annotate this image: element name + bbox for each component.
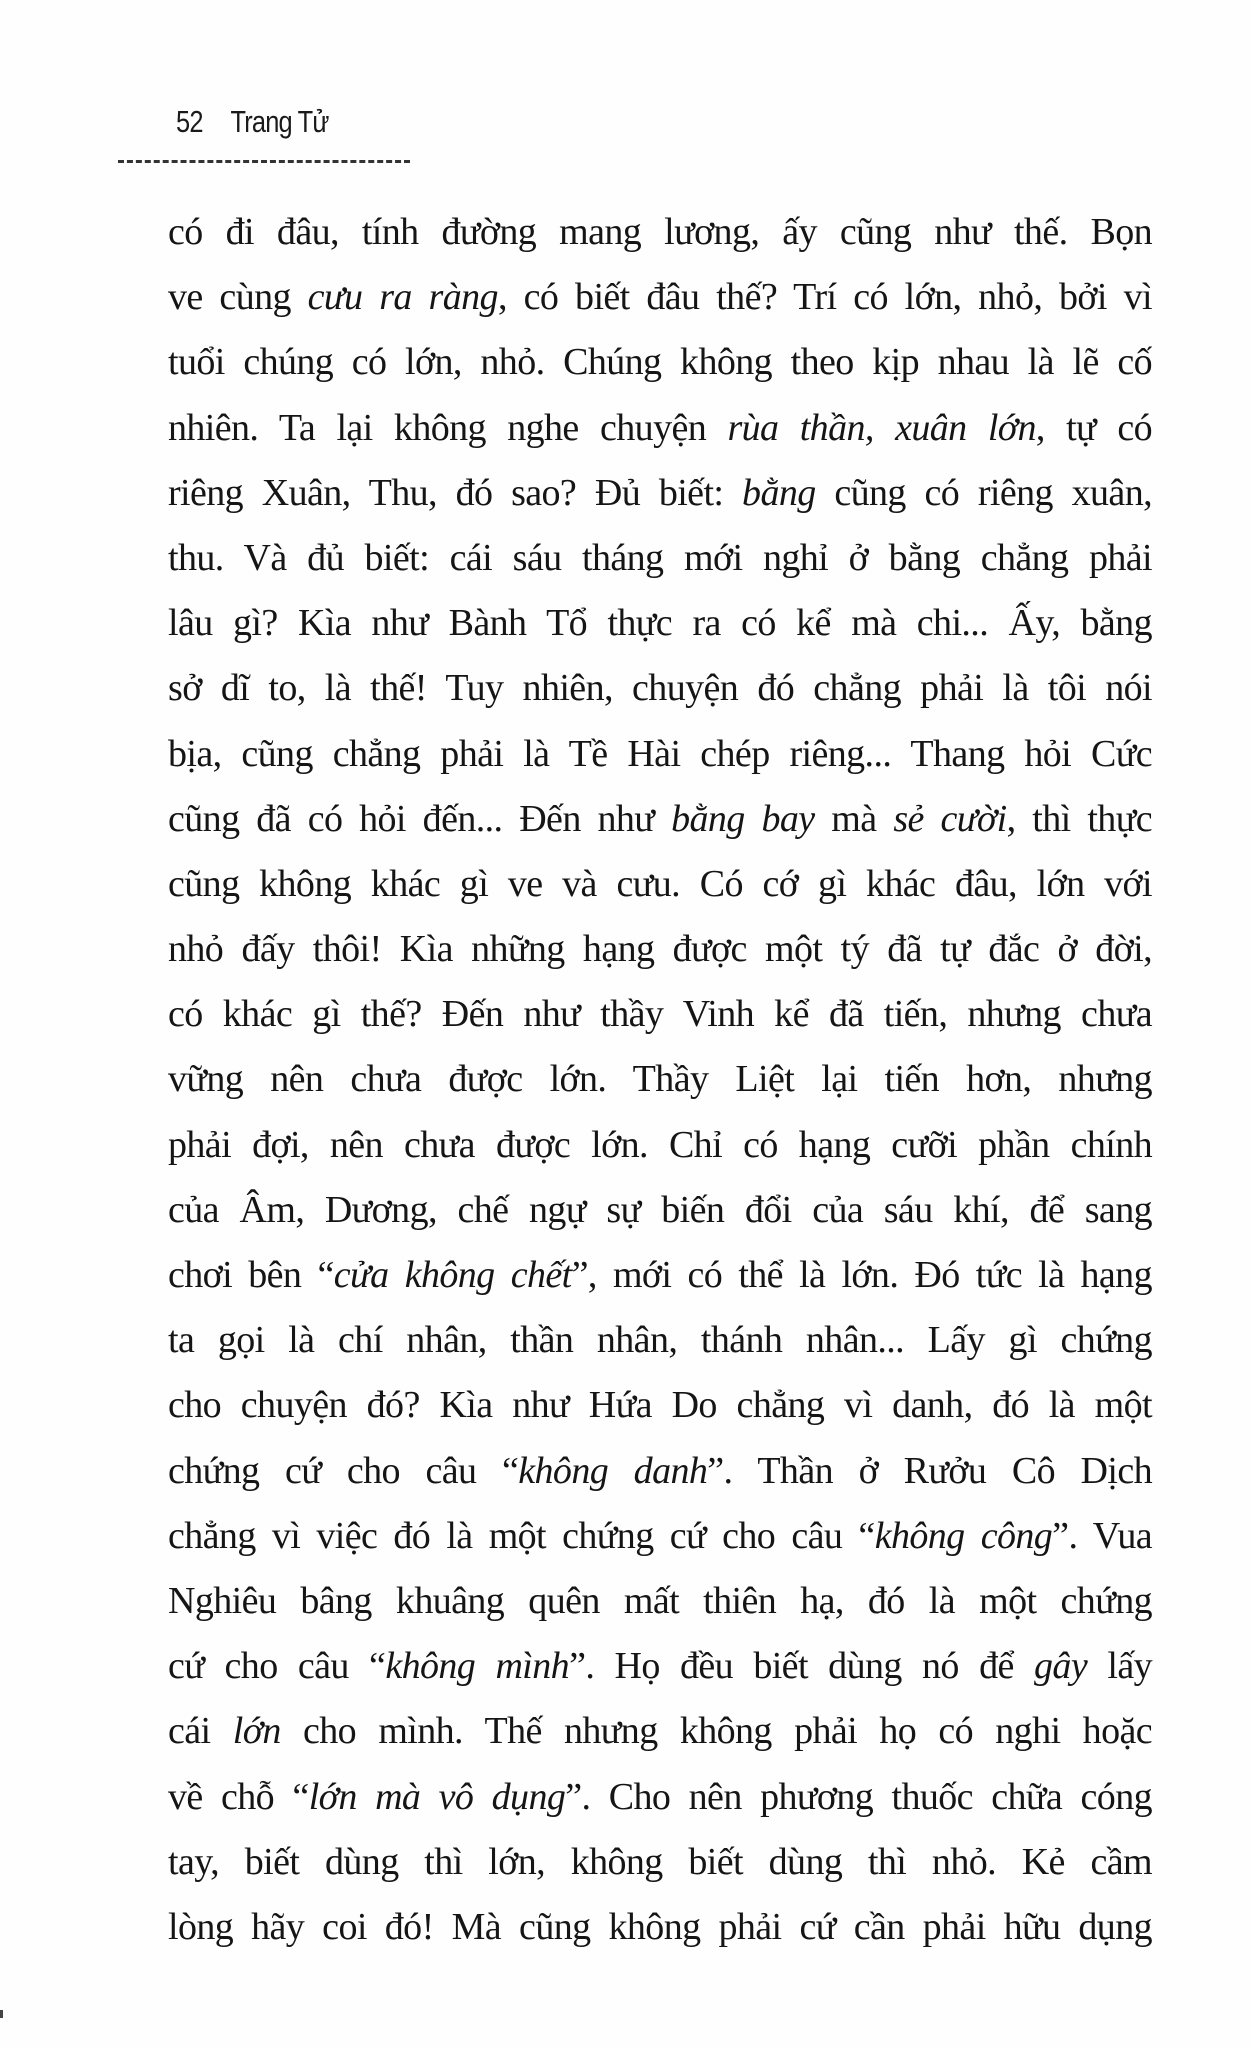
text-run: Nghiêu bâng khuâng quên mất thiên hạ, đó là một chứng	[168, 1579, 1152, 1622]
text-line	[168, 526, 1152, 591]
text-line	[168, 787, 1152, 852]
running-title: Trang Tử	[230, 104, 329, 139]
text-run: cho mình. Thế nhưng không phải họ có nghi hoặc	[280, 1710, 1152, 1753]
text-run: riêng Xuân, Thu, đó sao? Đủ biết:	[168, 471, 743, 514]
text-run: ve cùng	[168, 276, 308, 319]
text-line	[168, 1504, 1152, 1569]
text-run: cũng đã có hỏi đến... Đến như	[168, 797, 672, 840]
text-line	[168, 1113, 1152, 1178]
text-run: có đi đâu, tính đường mang lương, ấy cũng như thế. Bọn	[168, 211, 1152, 253]
text-run: ”. Cho nên phương thuốc chữa cóng	[565, 1775, 1152, 1818]
text-run: ta gọi là chí nhân, thần nhân, thánh nhân... Lấy gì chứng	[168, 1319, 1152, 1362]
text-line	[168, 1830, 1152, 1895]
text-run: chứng cứ cho câu “	[168, 1449, 519, 1492]
text-line	[168, 1178, 1152, 1243]
text-run: mà	[814, 797, 894, 840]
text-line	[168, 1439, 1152, 1504]
text-run: chẳng vì việc đó là một chứng cứ cho câu “	[168, 1514, 875, 1557]
body-text	[168, 200, 1152, 1960]
italic-term: cưu ra ràng	[307, 276, 498, 319]
text-run: bịa, cũng chẳng phải là Tề Hài chép riêng... Thang hỏi Cức	[168, 732, 1152, 775]
text-line	[168, 265, 1152, 330]
text-run: , tự có	[1035, 406, 1153, 449]
text-run: tay, biết dùng thì lớn, không biết dùng thì nhỏ. Kẻ cầm	[168, 1840, 1152, 1883]
text-line	[168, 1765, 1152, 1830]
text-line	[168, 722, 1152, 787]
text-run: có khác gì thế? Đến như thầy Vinh kể đã tiến, nhưng chưa	[168, 993, 1152, 1036]
text-run: cho chuyện đó? Kìa như Hứa Do chẳng vì danh, đó là một	[168, 1384, 1152, 1427]
text-run: ”. Họ đều biết dùng nó để	[569, 1645, 1035, 1688]
running-header	[176, 104, 329, 140]
text-run: ”. Vua	[1052, 1514, 1153, 1557]
text-run: lấy	[1087, 1645, 1152, 1688]
italic-term: lớn	[232, 1710, 281, 1753]
text-line	[168, 852, 1152, 917]
text-run: ”. Thần ở Rưởu Cô Dịch	[707, 1449, 1152, 1492]
text-line	[168, 1373, 1152, 1438]
text-line	[168, 1243, 1152, 1308]
text-line	[168, 591, 1152, 656]
text-line	[168, 396, 1152, 461]
text-line	[168, 917, 1152, 982]
text-run: lâu gì? Kìa như Bành Tổ thực ra có kể mà chi... Ấy, bằng	[168, 602, 1152, 645]
text-run: về chỗ “	[168, 1775, 309, 1818]
text-run: nhỏ đấy thôi! Kìa những hạng được một tý đã tự đắc ở đời,	[168, 928, 1152, 971]
text-run: cũng không khác gì ve và cưu. Có cớ gì khác đâu, lớn với	[168, 862, 1152, 905]
text-line	[168, 982, 1152, 1047]
page-edge-mark	[0, 2010, 3, 2018]
italic-term: không công	[874, 1514, 1053, 1557]
italic-term: không danh	[518, 1449, 708, 1492]
text-line	[168, 1895, 1152, 1960]
italic-term: bằng	[742, 471, 816, 514]
italic-term: sẻ cười	[893, 797, 1007, 840]
text-line	[168, 656, 1152, 721]
text-run: , có biết đâu thế? Trí có lớn, nhỏ, bởi vì	[497, 276, 1152, 319]
text-run: cái	[168, 1710, 233, 1753]
text-line	[168, 330, 1152, 395]
text-run: cũng có riêng xuân,	[815, 471, 1152, 514]
text-line	[168, 1699, 1152, 1764]
text-run: thu. Và đủ biết: cái sáu tháng mới nghỉ ở bằng chẳng phải	[168, 536, 1152, 579]
header-dashed-rule	[118, 160, 410, 163]
text-run: ”, mới có thể là lớn. Đó tức là hạng	[571, 1254, 1152, 1296]
italic-term: gây	[1034, 1645, 1088, 1688]
text-line	[168, 461, 1152, 526]
text-run: sở dĩ to, là thế! Tuy nhiên, chuyện đó chẳng phải là tôi nói	[168, 667, 1152, 710]
text-run: vững nên chưa được lớn. Thầy Liệt lại tiến hơn, nhưng	[168, 1058, 1152, 1101]
text-line	[168, 200, 1152, 265]
text-line	[168, 1569, 1152, 1634]
text-line	[168, 1634, 1152, 1699]
text-run: chơi bên “	[168, 1254, 334, 1296]
text-run: , thì thực	[1006, 797, 1152, 840]
italic-term: cửa không chết	[333, 1254, 572, 1296]
italic-term: không mình	[385, 1645, 570, 1688]
text-line	[168, 1308, 1152, 1373]
italic-term: bằng bay	[671, 797, 815, 840]
text-run: phải đợi, nên chưa được lớn. Chỉ có hạng cưỡi phần chính	[168, 1123, 1152, 1166]
text-line	[168, 1047, 1152, 1112]
text-run: tuổi chúng có lớn, nhỏ. Chúng không theo kịp nhau là lẽ cố	[168, 341, 1152, 384]
italic-term: lớn mà vô dụng	[308, 1775, 566, 1818]
text-run: lòng hãy coi đó! Mà cũng không phải cứ cần phải hữu dụng	[168, 1905, 1152, 1948]
text-run: của Âm, Dương, chế ngự sự biến đổi của sáu khí, để sang	[168, 1188, 1152, 1231]
text-run: cứ cho câu “	[168, 1645, 386, 1688]
page-number: 52	[176, 104, 203, 139]
italic-term: rùa thần, xuân lớn	[727, 406, 1036, 449]
text-run: nhiên. Ta lại không nghe chuyện	[168, 406, 728, 449]
